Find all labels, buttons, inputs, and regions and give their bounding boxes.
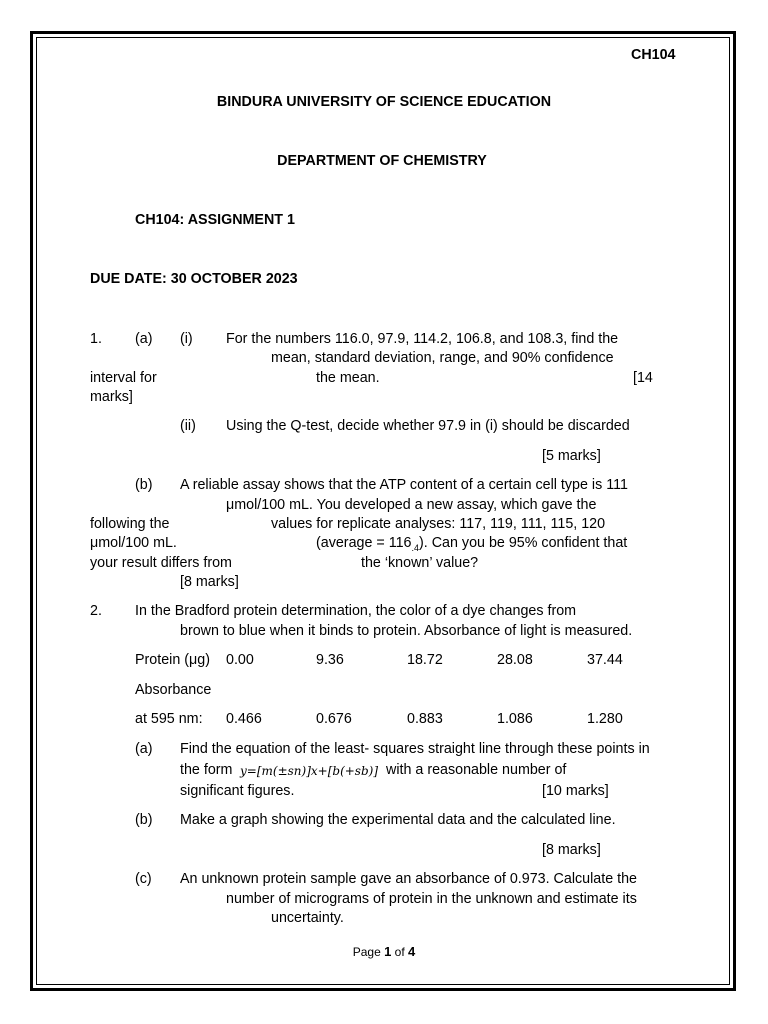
q2-a-marks: [10 marks] [542,783,609,799]
q1-ii-text: Using the Q-test, decide whether 97.9 in (i) should be discarded [226,418,630,434]
absorbance-value: 0.676 [316,711,352,727]
protein-value: 9.36 [316,652,344,668]
protein-value: 18.72 [407,652,443,668]
assignment-title: CH104: ASSIGNMENT 1 [135,212,295,228]
q1-i-marks-cont: marks] [90,389,133,405]
course-code: CH104 [631,47,676,63]
q2-c-text-line1: An unknown protein sample gave an absorbance of 0.973. Calculate the [180,871,638,887]
absorbance-value: 1.086 [497,711,533,727]
protein-value: 0.00 [226,652,254,668]
q2-part-a-label: (a) [135,741,153,757]
university-name: BINDURA UNIVERSITY OF SCIENCE EDUCATION [216,94,552,110]
q1-i-text-line3b: the mean. [316,370,380,386]
q1-sub-ii-label: (ii) [180,418,196,434]
q1-number: 1. [90,331,102,347]
q2-number: 2. [90,603,102,619]
q2-a-text-line2a: the form [180,762,233,778]
q1-b-text-line2: μmol/100 mL. You developed a new assay, which gave the [226,497,597,513]
q1-i-text-line2: mean, standard deviation, range, and 90% confidence [271,350,614,366]
q1-ii-marks: [5 marks] [542,448,601,464]
absorbance-label: Absorbance [135,682,212,698]
q1-b-text-line5b: the ‘known’ value? [361,555,479,571]
q2-c-text-line2: number of micrograms of protein in the unknown and estimate its [226,891,637,907]
q1-b-text-line4: (average = $116_{.4}$). Can you be 95% confident that [316,535,628,553]
q1-b-text-line5a: your result differs from [90,555,232,571]
absorbance-value: 0.466 [226,711,262,727]
q1-sub-i-label: (i) [180,331,193,347]
protein-value: 28.08 [497,652,533,668]
page-number-footer: Page 1 of 4 [352,944,416,959]
q2-b-text: Make a graph showing the experimental data and the calculated line. [180,812,616,828]
protein-label: Protein (μg) [135,652,210,668]
q1-i-text-line3a: interval for [90,370,157,386]
q2-a-text-line2b: with a reasonable number of [386,762,567,778]
due-date: DUE DATE: 30 OCTOBER 2023 [90,271,298,287]
q2-part-c-label: (c) [135,871,152,887]
q1-b-marks: [8 marks] [180,574,239,590]
q2-c-text-line3: uncertainty. [271,910,344,926]
q2-intro-line2: brown to blue when it binds to protein. Absorbance of light is measured. [180,623,633,639]
q2-intro-line1: In the Bradford protein determination, the color of a dye changes from [135,603,577,619]
wavelength-label: at 595 nm: [135,711,203,727]
q1-b-text-line1: A reliable assay shows that the ATP content of a certain cell type is 111 [180,477,628,493]
absorbance-value: 1.280 [587,711,623,727]
absorbance-value: 0.883 [407,711,443,727]
least-squares-formula: y=[m(±sn)]x+[b(+sb)] [240,764,379,778]
q2-b-marks: [8 marks] [542,842,601,858]
q2-a-text-line1: Find the equation of the least- squares straight line through these points in [180,741,650,757]
q1-b-text-line3a: following the [90,516,170,532]
department-name: DEPARTMENT OF CHEMISTRY [277,153,487,169]
q1-part-b-label: (b) [135,477,153,493]
q2-a-text-line3: significant figures. [180,783,295,799]
protein-value: 37.44 [587,652,623,668]
q1-part-a-label: (a) [135,331,153,347]
q1-i-text-line1: For the numbers 116.0, 97.9, 114.2, 106.8, and 108.3, find the [226,331,619,347]
q1-b-text-line4a: μmol/100 mL. [90,535,177,551]
q1-b-text-line3b: values for replicate analyses: 117, 119, 111, 115, 120 [271,516,606,532]
q2-part-b-label: (b) [135,812,153,828]
q1-i-marks: [14 [633,370,653,386]
